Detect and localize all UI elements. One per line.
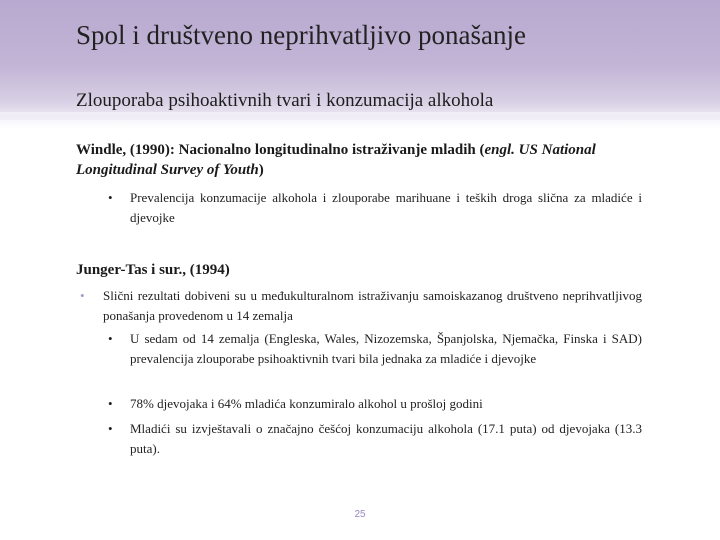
page-number: 25 xyxy=(354,509,366,520)
bullet-icon: • xyxy=(80,288,85,303)
bullet-icon: • xyxy=(108,190,113,205)
bullet-icon: • xyxy=(108,421,113,436)
windle-heading xyxy=(76,140,642,180)
slide-subtitle: Zlouporaba psihoaktivnih tvari i konzumacija alkohola xyxy=(76,90,494,111)
slide-title: Spol i društveno neprihvatljivo ponašanje xyxy=(76,20,526,50)
bullet-icon: • xyxy=(108,396,113,411)
list-item: Slični rezultati dobiveni su u međukulturalnom istraživanju samoiskazanog društveno neprihvatljivog ponašanja provedenom u 14 zemalja xyxy=(103,288,642,323)
windle-heading-suffix: ) xyxy=(258,162,264,178)
list-item: 78% djevojaka i 64% mladića konzumiralo alkohol u prošloj godini xyxy=(130,396,483,411)
list-item: U sedam od 14 zemalja (Engleska, Wales, Nizozemska, Španjolska, Njemačka, Finska i SAD) prevalencija zlouporabe psihoaktivnih tvari bila jednaka za mladiće i djevojke xyxy=(130,331,642,366)
header-fade xyxy=(0,112,720,130)
windle-heading-prefix: Windle, (1990): Nacionalno longitudinalno istraživanje mladih ( xyxy=(76,142,485,158)
bullet-icon: • xyxy=(108,331,113,346)
junger-tas-heading: Junger-Tas i sur., (1994) xyxy=(76,262,230,278)
list-item: Mladići su izvještavali o značajno češćoj konzumaciju alkohola (17.1 puta) od djevojaka (13.3 puta). xyxy=(130,421,642,456)
windle-heading-italic: engl. US National Longitudinal Survey of Youth xyxy=(76,142,596,178)
list-item: Prevalencija konzumacije alkohola i zlouporabe marihuane i teških droga slična za mladiće i djevojke xyxy=(130,190,642,225)
